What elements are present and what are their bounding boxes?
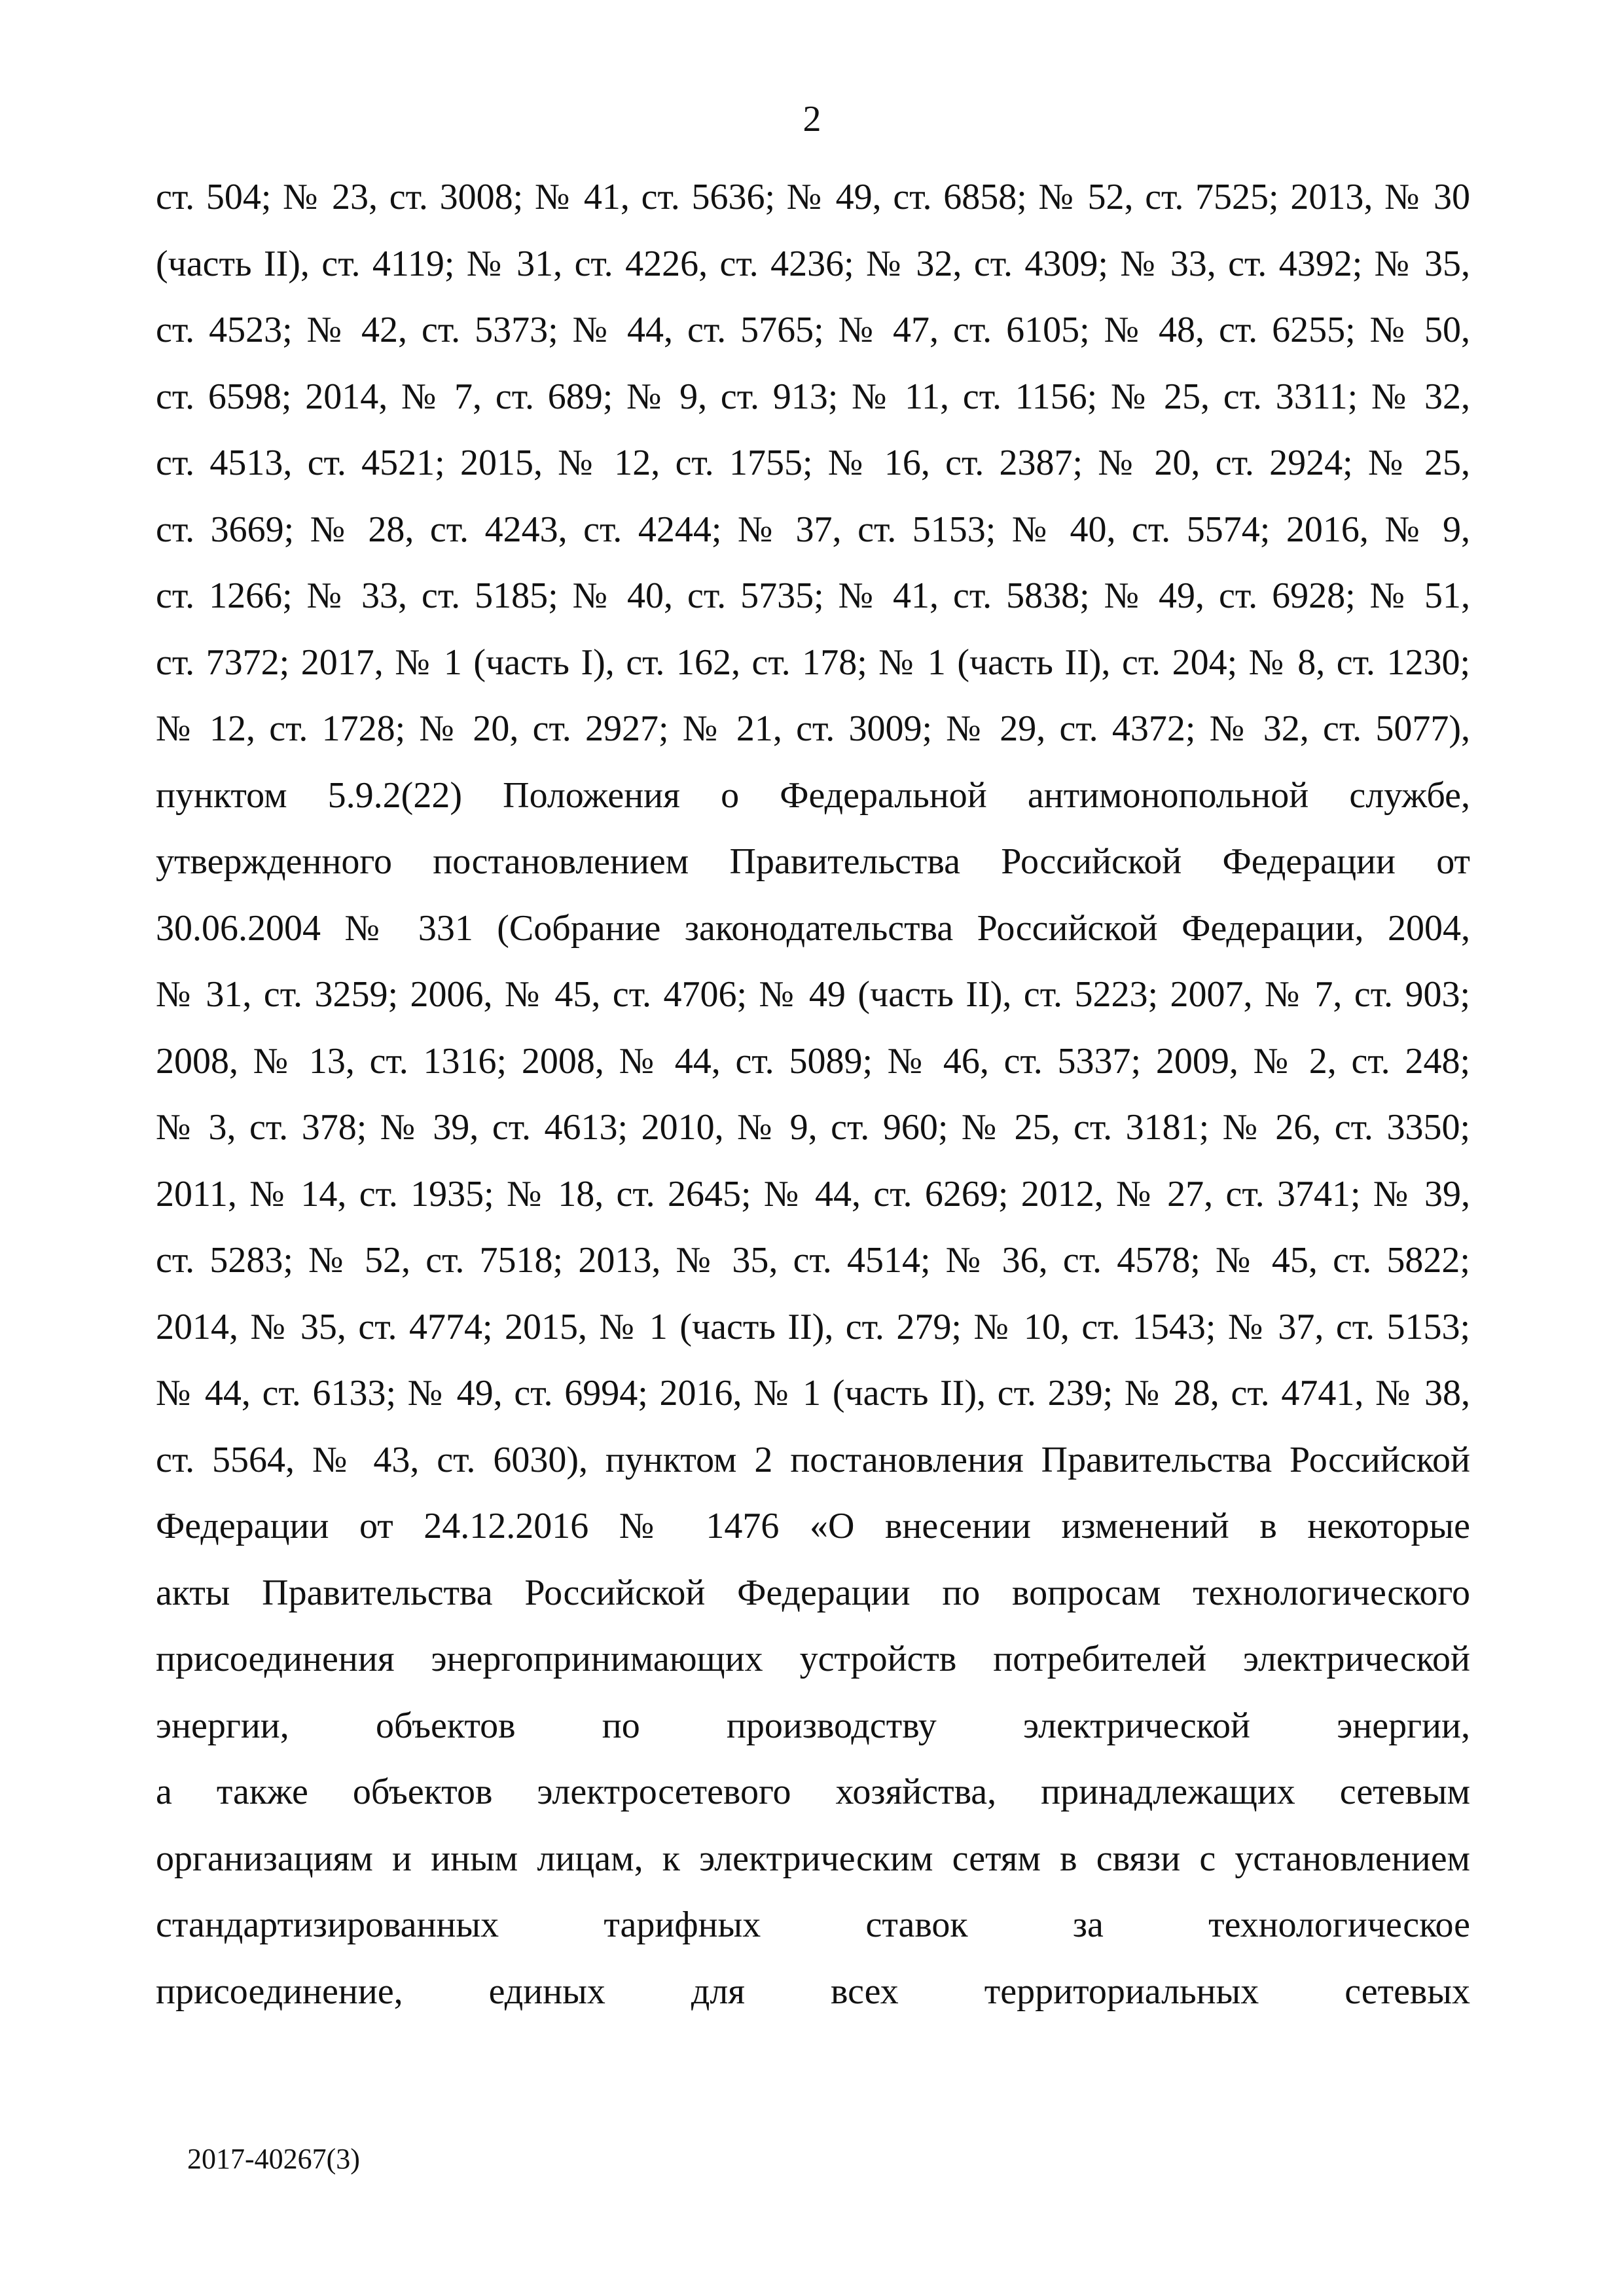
text-line: ст. 1266; № 33, ст. 5185; № 40, ст. 5735; № 41, ст. 5838; № 49, ст. 6928; № 51,: [156, 575, 1470, 616]
text-line: (часть II), ст. 4119; № 31, ст. 4226, ст. 4236; № 32, ст. 4309; № 33, ст. 4392; № 35,: [156, 243, 1470, 284]
text-line: присоединение, единых для всех территориальных сетевых: [156, 1971, 1470, 2012]
text-line: № 31, ст. 3259; 2006, № 45, ст. 4706; № 49 (часть II), ст. 5223; 2007, № 7, ст. 903;: [156, 974, 1470, 1015]
text-line: № 44, ст. 6133; № 49, ст. 6994; 2016, № 1 (часть II), ст. 239; № 28, ст. 4741, № 38,: [156, 1373, 1470, 1413]
text-line: стандартизированных тарифных ставок за технологическое: [156, 1904, 1470, 1945]
text-line: Федерации от 24.12.2016 № 1476 «О внесении изменений в некоторые: [156, 1506, 1470, 1546]
text-line: энергии, объектов по производству электрической энергии,: [156, 1705, 1470, 1746]
text-line: присоединения энергопринимающих устройств потребителей электрической: [156, 1639, 1470, 1679]
text-line: акты Правительства Российской Федерации по вопросам технологического: [156, 1572, 1470, 1613]
text-line: ст. 5283; № 52, ст. 7518; 2013, № 35, ст. 4514; № 36, ст. 4578; № 45, ст. 5822;: [156, 1240, 1470, 1281]
text-line: ст. 4523; № 42, ст. 5373; № 44, ст. 5765; № 47, ст. 6105; № 48, ст. 6255; № 50,: [156, 310, 1470, 350]
text-line: а также объектов электросетевого хозяйства, принадлежащих сетевым: [156, 1772, 1470, 1812]
text-line: ст. 3669; № 28, ст. 4243, ст. 4244; № 37, ст. 5153; № 40, ст. 5574; 2016, № 9,: [156, 509, 1470, 550]
page-number: 2: [803, 99, 821, 139]
text-line: утвержденного постановлением Правительства Российской Федерации от: [156, 841, 1470, 882]
text-line: ст. 504; № 23, ст. 3008; № 41, ст. 5636; № 49, ст. 6858; № 52, ст. 7525; 2013, № 30: [156, 177, 1470, 217]
text-line: ст. 7372; 2017, № 1 (часть I), ст. 162, ст. 178; № 1 (часть II), ст. 204; № 8, ст. 1230;: [156, 642, 1470, 683]
text-line: № 12, ст. 1728; № 20, ст. 2927; № 21, ст. 3009; № 29, ст. 4372; № 32, ст. 5077),: [156, 708, 1470, 749]
text-line: пунктом 5.9.2(22) Положения о Федеральной антимонопольной службе,: [156, 774, 1470, 816]
text-line: ст. 6598; 2014, № 7, ст. 689; № 9, ст. 913; № 11, ст. 1156; № 25, ст. 3311; № 32,: [156, 376, 1470, 417]
text-line: 2014, № 35, ст. 4774; 2015, № 1 (часть II), ст. 279; № 10, ст. 1543; № 37, ст. 5153;: [156, 1306, 1470, 1347]
text-line: 2011, № 14, ст. 1935; № 18, ст. 2645; № 44, ст. 6269; 2012, № 27, ст. 3741; № 39,: [156, 1173, 1470, 1214]
text-line: 2008, № 13, ст. 1316; 2008, № 44, ст. 5089; № 46, ст. 5337; 2009, № 2, ст. 248;: [156, 1040, 1470, 1082]
text-line: № 3, ст. 378; № 39, ст. 4613; 2010, № 9, ст. 960; № 25, ст. 3181; № 26, ст. 3350;: [156, 1107, 1470, 1148]
text-line: ст. 5564, № 43, ст. 6030), пунктом 2 постановления Правительства Российской: [156, 1439, 1470, 1480]
text-line: организациям и иным лицам, к электрическим сетям в связи с установлением: [156, 1838, 1470, 1879]
text-line: ст. 4513, ст. 4521; 2015, № 12, ст. 1755; № 16, ст. 2387; № 20, ст. 2924; № 25,: [156, 443, 1470, 483]
document-body: [156, 173, 1470, 2033]
document-code: 2017-40267(3): [187, 2143, 360, 2175]
text-line: 30.06.2004 № 331 (Собрание законодательства Российской Федерации, 2004,: [156, 907, 1470, 949]
